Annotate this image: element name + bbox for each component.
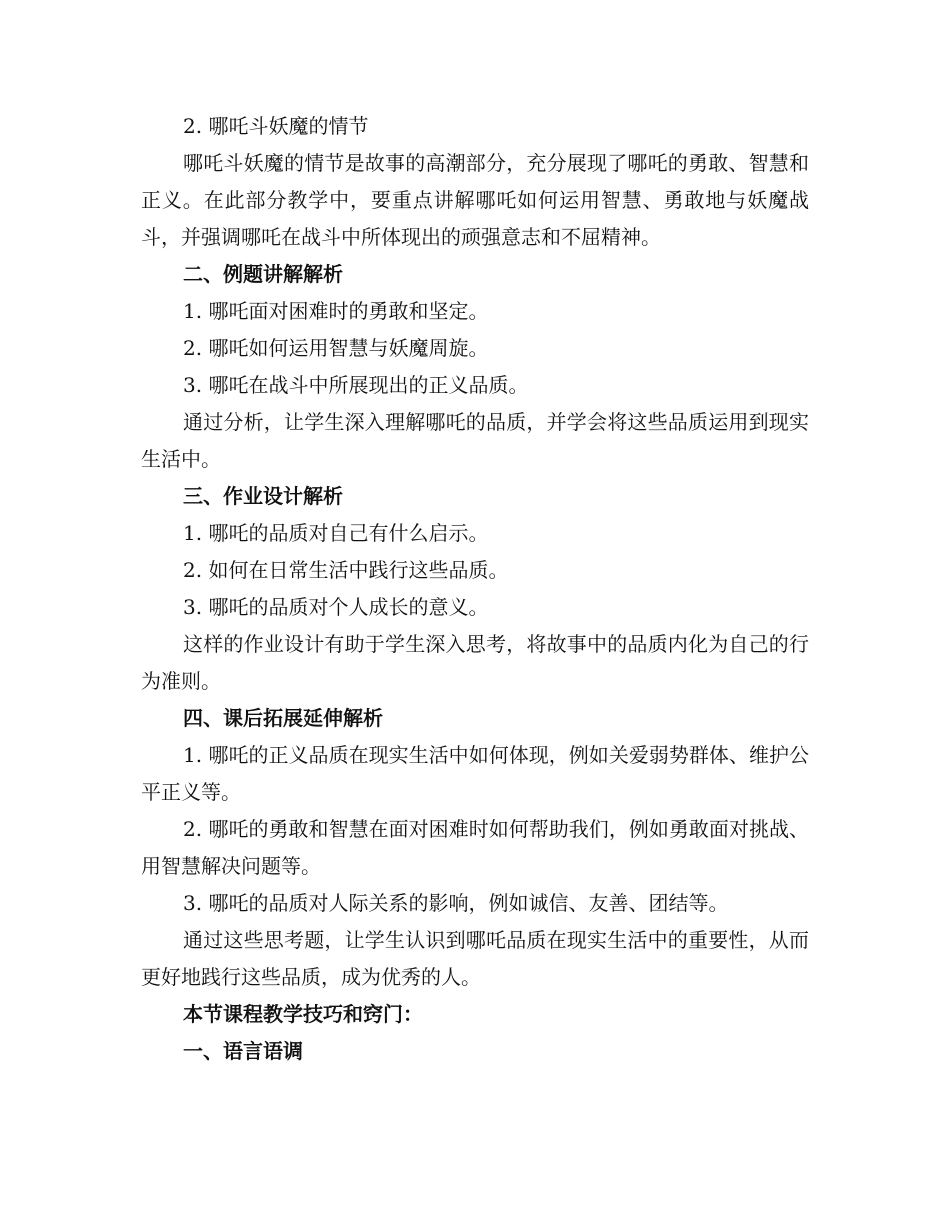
list-item: 3. 哪吒在战斗中所展现出的正义品质。 (183, 373, 529, 397)
paragraph-analysis: 通过分析，让学生深入理解哪吒的品质，并学会将这些品质运用到现实生活中。 (141, 410, 809, 471)
paragraph-extension-summary: 通过这些思考题，让学生认识到哪吒品质在现实生活中的重要性，从而更好地践行这些品质，成为优秀的人。 (141, 928, 809, 989)
list-item: 3. 哪吒的品质对人际关系的影响，例如诚信、友善、团结等。 (183, 891, 729, 915)
section-heading-homework: 三、作业设计解析 (183, 484, 343, 508)
section-heading-extension: 四、课后拓展延伸解析 (183, 706, 383, 730)
list-item: 1. 哪吒的品质对自己有什么启示。 (183, 521, 489, 545)
section-heading-tone: 一、语言语调 (183, 1039, 303, 1063)
section-heading-examples: 二、例题讲解解析 (183, 262, 343, 286)
list-item: 2. 如何在日常生活中践行这些品质。 (183, 558, 509, 582)
list-item: 1. 哪吒的正义品质在现实生活中如何体现，例如关爱弱势群体、维护公平正义等。 (141, 743, 809, 804)
list-item: 2. 哪吒的勇敢和智慧在面对困难时如何帮助我们，例如勇敢面对挑战、用智慧解决问题等。 (141, 817, 809, 878)
paragraph-homework-summary: 这样的作业设计有助于学生深入思考，将故事中的品质内化为自己的行为准则。 (141, 632, 809, 693)
list-item-plot: 2. 哪吒斗妖魔的情节 (183, 114, 369, 138)
document-body (141, 108, 809, 1070)
section-heading-tips: 本节课程教学技巧和窍门： (183, 1002, 423, 1026)
list-item: 2. 哪吒如何运用智慧与妖魔周旋。 (183, 336, 489, 360)
list-item: 1. 哪吒面对困难时的勇敢和坚定。 (183, 299, 489, 323)
list-item: 3. 哪吒的品质对个人成长的意义。 (183, 595, 489, 619)
paragraph-climax: 哪吒斗妖魔的情节是故事的高潮部分，充分展现了哪吒的勇敢、智慧和正义。在此部分教学中，要重点讲解哪吒如何运用智慧、勇敢地与妖魔战斗，并强调哪吒在战斗中所体现出的顽强意志和不屈精神。 (141, 151, 809, 249)
